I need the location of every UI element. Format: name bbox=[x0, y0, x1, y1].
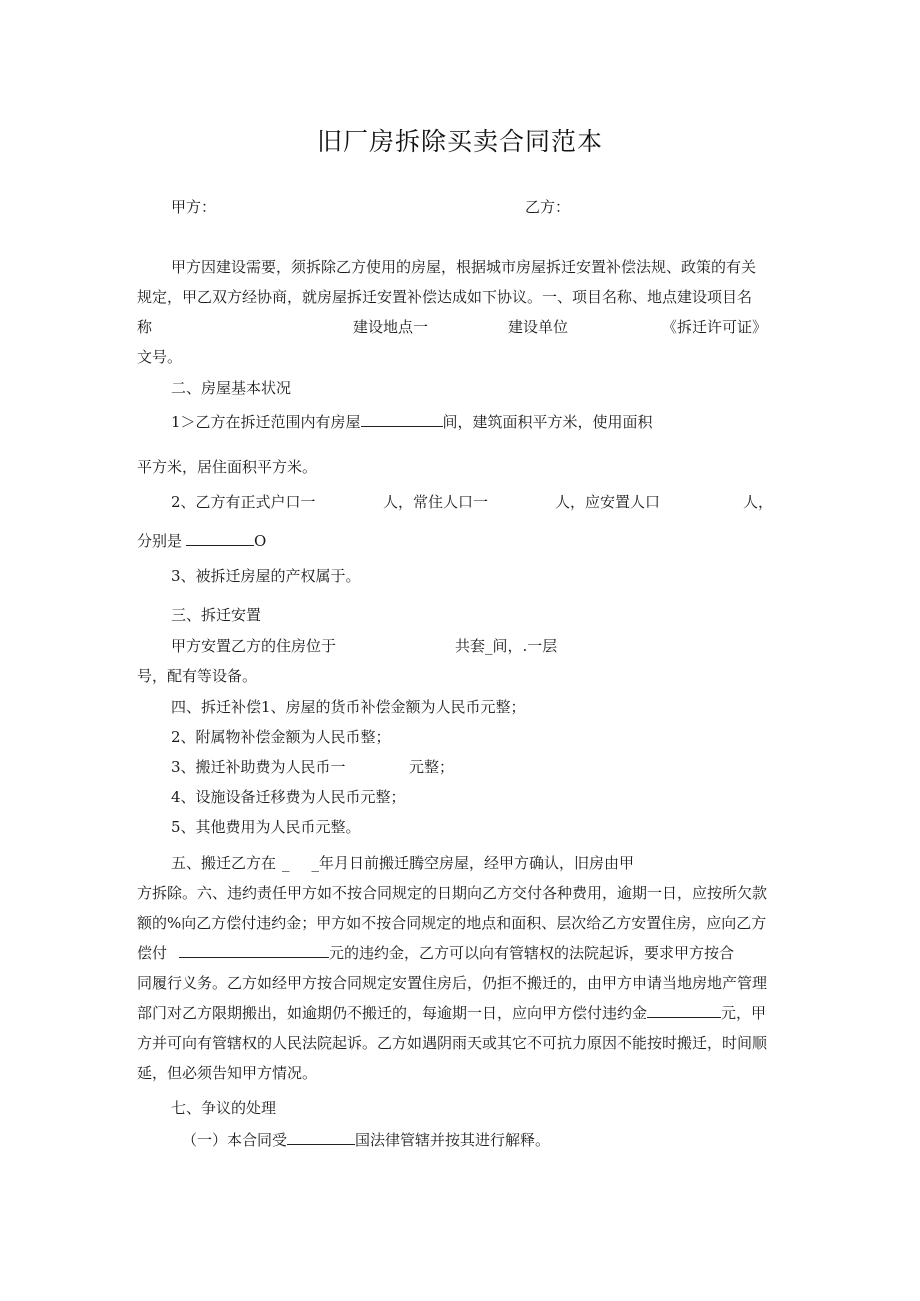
intro-line-2: 规定，甲乙双方经协商，就房屋拆迁安置补偿达成如下协议。一、项目名称、地点建设项目名 bbox=[137, 288, 753, 306]
s2-item-2-text-b: 人，常住人口一 bbox=[383, 493, 489, 511]
s5-line-6-a: 部门对乙方限期搬出，如逾期仍不搬迁的，每逾期一日，应向甲方偿付违约金 bbox=[137, 1004, 648, 1022]
section-2-heading: 二、房屋基本状况 bbox=[171, 379, 292, 397]
s2-item-2-text-a: 2、乙方有正式户口一 bbox=[171, 493, 316, 511]
s5-line-4-b: 元的违约金，乙方可以向有管辖权的法院起诉，要求甲方按合 bbox=[329, 944, 735, 962]
blank-line bbox=[361, 412, 443, 427]
s2-item-2-text-d: 人， bbox=[743, 493, 774, 511]
s7-line-1-a: （一）本合同受 bbox=[182, 1131, 288, 1149]
section-7-line-1 bbox=[182, 1130, 550, 1150]
s2-item-2-line-2 bbox=[137, 531, 266, 551]
blank-line bbox=[287, 1130, 355, 1145]
s2-item-1-line bbox=[171, 412, 653, 432]
s2-item-1-text-a: 1＞乙方在拆迁范围内有房屋 bbox=[171, 413, 361, 431]
document-title: 旧厂房拆除买卖合同范本 bbox=[316, 127, 603, 156]
section-4-line-3-a: 3、搬迁补助费为人民币一 bbox=[171, 758, 346, 776]
s5-line-4-a: 偿付 bbox=[137, 944, 168, 962]
section-4-line-1: 四、拆迁补偿1、房屋的货币补偿金额为人民币元整； bbox=[171, 698, 526, 716]
intro-line-3-name: 称 bbox=[137, 318, 153, 336]
section-5-line-1 bbox=[171, 853, 634, 873]
section-4-line-5: 5、其他费用为人民币元整。 bbox=[171, 818, 361, 836]
s7-line-1-b: 国法律管辖并按其进行解释。 bbox=[355, 1131, 551, 1149]
s5-line-1-a: 五、搬迁乙方在 bbox=[171, 854, 277, 872]
intro-line-3-unit: 建设单位 bbox=[508, 318, 569, 336]
s2-item-2-text-e: 分别是 bbox=[137, 532, 183, 550]
blank-line bbox=[179, 943, 329, 958]
section-5-line-3: 额的%向乙方偿付违约金；甲方如不按合同规定的地点和面积、层次给乙方安置住房，应向乙方 bbox=[137, 914, 767, 932]
intro-line-1: 甲方因建设需要，须拆除乙方使用的房屋，根据城市房屋拆迁安置补偿法规、政策的有关 bbox=[171, 258, 757, 276]
section-5-line-4 bbox=[137, 943, 734, 963]
intro-line-3-permit: 《拆迁许可证》 bbox=[662, 318, 768, 336]
s3-line-1-a: 甲方安置乙方的住房位于 bbox=[171, 637, 337, 655]
section-4-line-4: 4、设施设备迁移费为人民币元整； bbox=[171, 788, 406, 806]
s3-line-2: 号，配有等设备。 bbox=[137, 667, 258, 685]
s2-item-3: 3、被拆迁房屋的产权属于。 bbox=[171, 567, 361, 585]
section-5-line-8: 延，但必须告知甲方情况。 bbox=[137, 1064, 318, 1082]
section-5-line-7: 方并可向有管辖权的人民法院起诉。乙方如遇阴雨天或其它不可抗力原因不能按时搬迁，时间顺 bbox=[137, 1034, 768, 1052]
blank-line bbox=[647, 1003, 721, 1018]
s2-item-2-text-c: 人，应安置人口 bbox=[555, 493, 661, 511]
intro-line-4: 文号。 bbox=[137, 348, 183, 366]
section-5-line-2: 方拆除。六、违约责任甲方如不按合同规定的日期向乙方交付各种费用，逾期一日，应按所欠款 bbox=[137, 884, 768, 902]
s2-item-2-text-f: O bbox=[254, 532, 267, 550]
party-b-label: 乙方： bbox=[525, 198, 571, 216]
section-7-heading: 七、争议的处理 bbox=[171, 1099, 277, 1117]
s5-line-6-b: 元，甲 bbox=[721, 1004, 767, 1022]
section-5-line-5: 同履行义务。乙方如经甲方按合同规定安置住房后，仍拒不搬迁的，由甲方申请当地房地产管理 bbox=[137, 974, 768, 992]
s2-item-1-continued: 平方米，居住面积平方米。 bbox=[137, 458, 318, 476]
section-4-line-2: 2、附属物补偿金额为人民币整； bbox=[171, 728, 391, 746]
s5-line-1-c: _年月日前搬迁腾空房屋，经甲方确认，旧房由甲 bbox=[311, 854, 635, 872]
blank-line bbox=[186, 531, 254, 546]
party-a-label: 甲方： bbox=[171, 198, 217, 216]
s5-line-1-b: _ bbox=[282, 854, 290, 872]
s3-line-1-b: 共套_间，.一层 bbox=[455, 637, 558, 655]
s2-item-1-text-b: 间，建筑面积平方米，使用面积 bbox=[442, 413, 653, 431]
section-3-heading: 三、拆迁安置 bbox=[171, 606, 262, 624]
section-4-line-3-b: 元整； bbox=[409, 758, 455, 776]
intro-line-3-location: 建设地点一 bbox=[353, 318, 429, 336]
section-5-line-6 bbox=[137, 1003, 766, 1023]
